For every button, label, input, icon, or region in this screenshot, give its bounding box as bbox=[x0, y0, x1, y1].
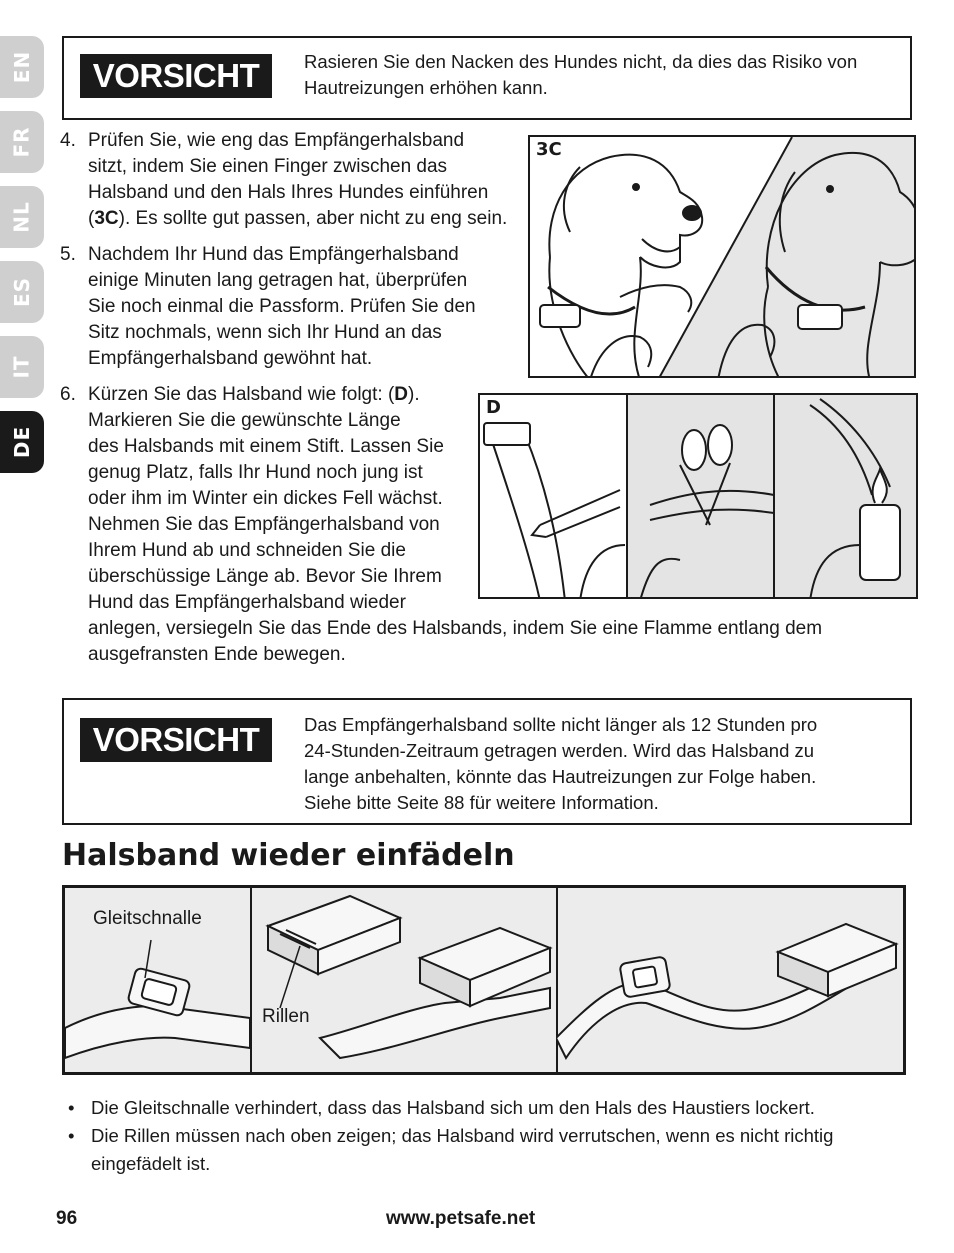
caution-line: Rasieren Sie den Nacken des Hundes nicht, da dies das Risiko von bbox=[304, 51, 858, 72]
paren-open: ( bbox=[88, 208, 95, 229]
caution-line: Siehe bitte Seite 88 für weitere Information. bbox=[304, 792, 659, 813]
lang-tab-label: DE bbox=[9, 425, 34, 459]
caution-box-wear-time bbox=[62, 698, 912, 825]
step-line: Sitz nochmals, wenn sich Ihr Hund an das bbox=[88, 322, 442, 343]
caution-label: VORSICHT bbox=[80, 54, 272, 98]
ridges-drawing bbox=[250, 888, 556, 1072]
section-title: Halsband wieder einfädeln bbox=[62, 838, 515, 873]
figure-ref-3c: 3C bbox=[94, 208, 119, 229]
bullet-item: • Die Gleitschnalle verhindert, dass das Halsband sich um den Hals des Haustiers lockert. bbox=[66, 1094, 916, 1122]
footer-url[interactable]: www.petsafe.net bbox=[386, 1208, 536, 1229]
step-line-tail: ). Es sollte gut passen, aber nicht zu eng sein. bbox=[118, 208, 508, 229]
caution-line: Hautreizungen erhöhen kann. bbox=[304, 77, 548, 98]
page-number: 96 bbox=[56, 1208, 78, 1229]
step-line: Nachdem Ihr Hund das Empfängerhalsband bbox=[88, 244, 459, 265]
step-line: Halsband und den Hals Ihres Hundes einführen bbox=[88, 182, 489, 203]
lang-tab-label: FR bbox=[10, 126, 34, 158]
step-line-head: Kürzen Sie das Halsband wie folgt: ( bbox=[88, 384, 395, 405]
lang-tab-es[interactable] bbox=[0, 261, 44, 323]
paren-close: ). bbox=[408, 384, 420, 405]
figure-3c-collar-fit bbox=[528, 135, 916, 378]
bullet-item: • Die Rillen müssen nach oben zeigen; das Halsband wird verrutschen, wenn es nicht richtig eingefädelt ist. bbox=[66, 1122, 916, 1178]
lang-tab-fr[interactable] bbox=[0, 111, 44, 173]
panel-threaded-collar bbox=[556, 888, 903, 1072]
dogs-collar-illustration bbox=[530, 137, 916, 378]
step-body bbox=[88, 242, 476, 372]
step-number: 5. bbox=[60, 244, 76, 265]
caution-label: VORSICHT bbox=[80, 718, 272, 762]
step-line: oder ihm im Winter ein dickes Fell wächst. bbox=[88, 488, 443, 509]
caution-text bbox=[304, 49, 896, 101]
lang-tab-de[interactable] bbox=[0, 411, 44, 473]
lang-tab-en[interactable] bbox=[0, 36, 44, 98]
lang-tab-it[interactable] bbox=[0, 336, 44, 398]
step-line: Sie noch einmal die Passform. Prüfen Sie den bbox=[88, 296, 476, 317]
step-line: sitzt, indem Sie einen Finger zwischen das bbox=[88, 156, 448, 177]
panel-slide-buckle bbox=[65, 888, 252, 1072]
caution-box-shaving bbox=[62, 36, 912, 120]
label-rillen: Rillen bbox=[262, 1006, 310, 1027]
step-line: Ihrem Hund ab und schneiden Sie die bbox=[88, 540, 406, 561]
lang-tab-nl[interactable] bbox=[0, 186, 44, 248]
panel-ridges bbox=[250, 888, 558, 1072]
caution-line: lange anbehalten, könnte das Hautreizungen zur Folge haben. bbox=[304, 766, 817, 787]
threading-illustration bbox=[62, 885, 906, 1075]
caution-text bbox=[304, 712, 896, 816]
trim-collar-illustration bbox=[480, 395, 918, 599]
step-line: überschüssige Länge ab. Bevor Sie Ihrem bbox=[88, 566, 442, 587]
lang-tab-label: EN bbox=[10, 50, 34, 84]
caution-line: Das Empfängerhalsband sollte nicht länger als 12 Stunden pro bbox=[304, 714, 818, 735]
step-line: Hund das Empfängerhalsband wieder bbox=[88, 592, 406, 613]
step-number: 4. bbox=[60, 130, 76, 151]
label-gleitschnalle: Gleitschnalle bbox=[93, 908, 202, 929]
step-line: Markieren Sie die gewünschte Länge bbox=[88, 410, 401, 431]
lang-tab-label: NL bbox=[9, 201, 34, 233]
step-line: einige Minuten lang getragen hat, überprüfen bbox=[88, 270, 468, 291]
step-line: Nehmen Sie das Empfängerhalsband von bbox=[88, 514, 440, 535]
step-line bbox=[88, 206, 507, 232]
step-line: Empfängerhalsband gewöhnt hat. bbox=[88, 348, 373, 369]
step-line: des Halsbands mit einem Stift. Lassen Sie bbox=[88, 436, 444, 457]
figure-d-trim-collar bbox=[478, 393, 918, 599]
step-body bbox=[88, 128, 507, 232]
step-line: Prüfen Sie, wie eng das Empfängerhalsband bbox=[88, 130, 465, 151]
caution-line: 24-Stunden-Zeitraum getragen werden. Wird das Halsband zu bbox=[304, 740, 815, 761]
figure-tag: 3C bbox=[536, 139, 562, 160]
threaded-collar-drawing bbox=[556, 888, 903, 1072]
lang-tab-label: IT bbox=[10, 355, 34, 379]
figure-ref-d: D bbox=[394, 384, 409, 405]
threading-notes bbox=[66, 1094, 916, 1178]
step-line: genug Platz, falls Ihr Hund noch jung ist bbox=[88, 462, 423, 483]
lang-tab-label: ES bbox=[9, 276, 34, 308]
step-line: ausgefransten Ende bewegen. bbox=[88, 644, 346, 665]
figure-tag: D bbox=[486, 397, 501, 418]
step-number: 6. bbox=[60, 384, 76, 405]
step-line: anlegen, versiegeln Sie das Ende des Halsbands, indem Sie eine Flamme entlang dem bbox=[88, 618, 823, 639]
